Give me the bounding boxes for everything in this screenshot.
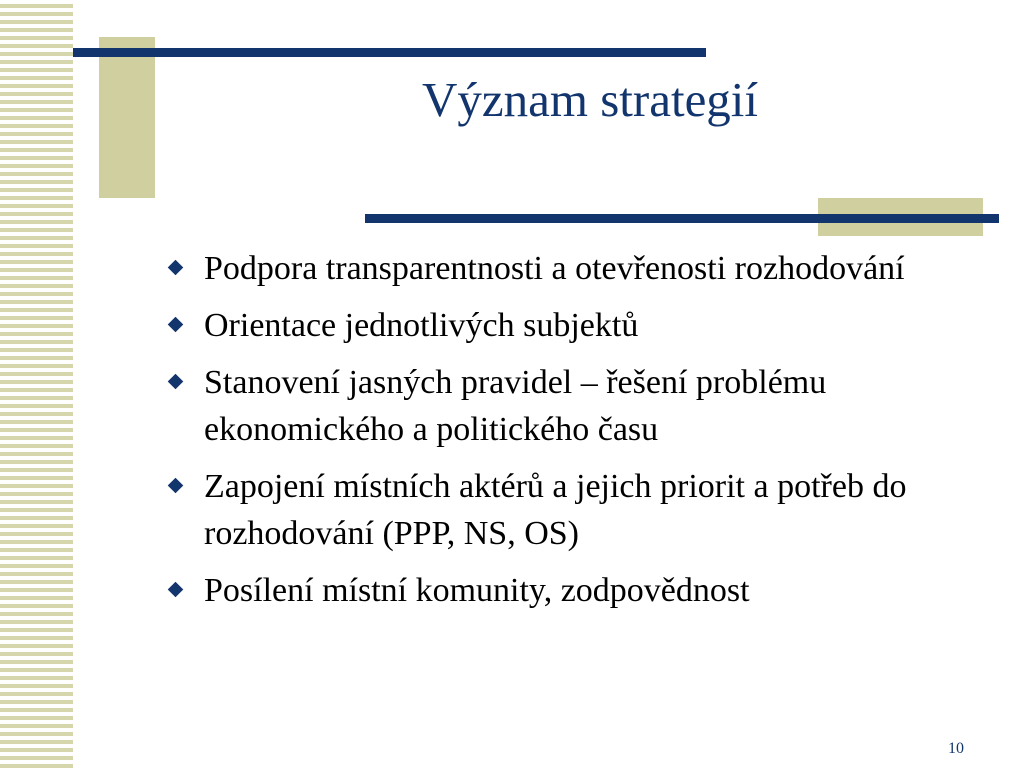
- striped-side-decoration: [0, 0, 73, 768]
- bullet-item: [168, 359, 1008, 453]
- diamond-bullet-icon: [168, 317, 184, 333]
- title-rule-top: [73, 48, 706, 57]
- diamond-bullet-icon: [168, 582, 184, 598]
- diamond-bullet-icon: [168, 260, 184, 276]
- page-number: 10: [948, 740, 964, 757]
- bullet-text: Zapojení místních aktérů a jejich priorit a potřeb do rozhodování (PPP, NS, OS): [204, 468, 907, 552]
- bullet-item: [168, 302, 1008, 349]
- decor-block-top: [99, 37, 155, 198]
- diamond-bullet-icon: [168, 478, 184, 494]
- title-rule-bottom: [365, 214, 999, 223]
- bullet-item: [168, 463, 1008, 557]
- bullet-item: [168, 567, 1008, 614]
- bullet-text: Podpora transparentnosti a otevřenosti rozhodování: [204, 250, 905, 287]
- bullet-text: Orientace jednotlivých subjektů: [204, 307, 639, 344]
- bullet-list: [168, 245, 1008, 624]
- bullet-text: Stanovení jasných pravidel – řešení problému ekonomického a politického času: [204, 364, 827, 448]
- bullet-item: [168, 245, 1008, 292]
- bullet-text: Posílení místní komunity, zodpovědnost: [204, 572, 750, 609]
- diamond-bullet-icon: [168, 374, 184, 390]
- slide-title: Význam strategií: [421, 72, 759, 127]
